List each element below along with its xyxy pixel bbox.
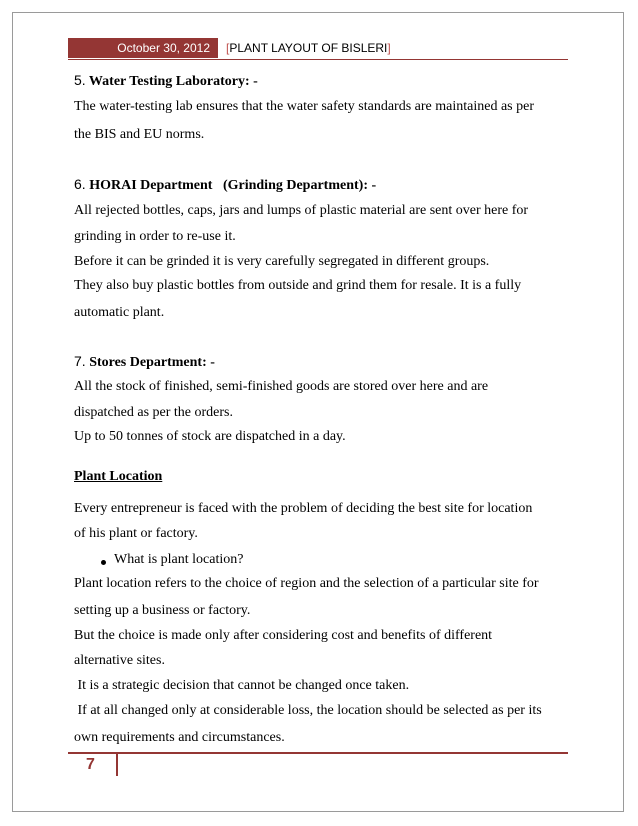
page-number: 7 bbox=[86, 756, 95, 773]
paragraph-line: They also buy plastic bottles from outside and grind them for resale. It is a fully bbox=[74, 278, 522, 293]
paragraph-line: own requirements and circumstances. bbox=[74, 730, 285, 745]
section-number: 6. bbox=[74, 176, 86, 192]
paragraph-line: automatic plant. bbox=[74, 305, 165, 320]
paragraph-line: It is a strategic decision that cannot be changed once taken. bbox=[74, 678, 410, 693]
paragraph-line: If at all changed only at considerable loss, the location should be selected as per its bbox=[74, 703, 542, 718]
section-title: Water Testing Laboratory: - bbox=[85, 74, 258, 89]
section-title: Stores Department: - bbox=[85, 355, 215, 370]
paragraph-line: Up to 50 tonnes of stock are dispatched in a day. bbox=[74, 429, 346, 444]
paragraph-line: Before it can be grinded it is very carefully segregated in different groups. bbox=[74, 254, 490, 269]
paragraph-line: All rejected bottles, caps, jars and lumps of plastic material are sent over here for bbox=[74, 203, 529, 218]
footer-divider bbox=[116, 754, 118, 776]
bracket-open: [ bbox=[226, 41, 230, 55]
section-7-heading bbox=[74, 353, 215, 371]
paragraph-line: setting up a business or factory. bbox=[74, 603, 251, 618]
section-number: 5. bbox=[74, 72, 86, 88]
bullet-item: What is plant location? bbox=[114, 552, 244, 567]
paragraph-line: The water-testing lab ensures that the water safety standards are maintained as per bbox=[74, 99, 534, 114]
header-title bbox=[226, 38, 391, 58]
paragraph-line: of his plant or factory. bbox=[74, 526, 198, 541]
header-title-text: PLANT LAYOUT OF BISLERI bbox=[229, 41, 388, 55]
header-date: October 30, 2012 bbox=[68, 38, 218, 58]
paragraph-line: Plant location refers to the choice of region and the selection of a particular site for bbox=[74, 576, 539, 591]
paragraph-line: dispatched as per the orders. bbox=[74, 405, 233, 420]
footer-rule bbox=[68, 752, 568, 754]
bullet-icon bbox=[101, 560, 106, 565]
paragraph-line: alternative sites. bbox=[74, 653, 165, 668]
paragraph-line: grinding in order to re-use it. bbox=[74, 229, 236, 244]
paragraph-line: the BIS and EU norms. bbox=[74, 127, 205, 142]
paragraph-line: But the choice is made only after considering cost and benefits of different bbox=[74, 628, 493, 643]
section-number: 7. bbox=[74, 353, 86, 369]
plant-location-heading: Plant Location bbox=[74, 469, 163, 484]
paragraph-line: Every entrepreneur is faced with the problem of deciding the best site for location bbox=[74, 501, 533, 516]
header-rule bbox=[68, 59, 568, 60]
section-6-heading bbox=[74, 176, 376, 194]
section-5-heading bbox=[74, 72, 258, 90]
section-title: HORAI Department (Grinding Department): - bbox=[85, 178, 377, 193]
paragraph-line: All the stock of finished, semi-finished goods are stored over here and are bbox=[74, 379, 489, 394]
bracket-close: ] bbox=[387, 41, 391, 55]
